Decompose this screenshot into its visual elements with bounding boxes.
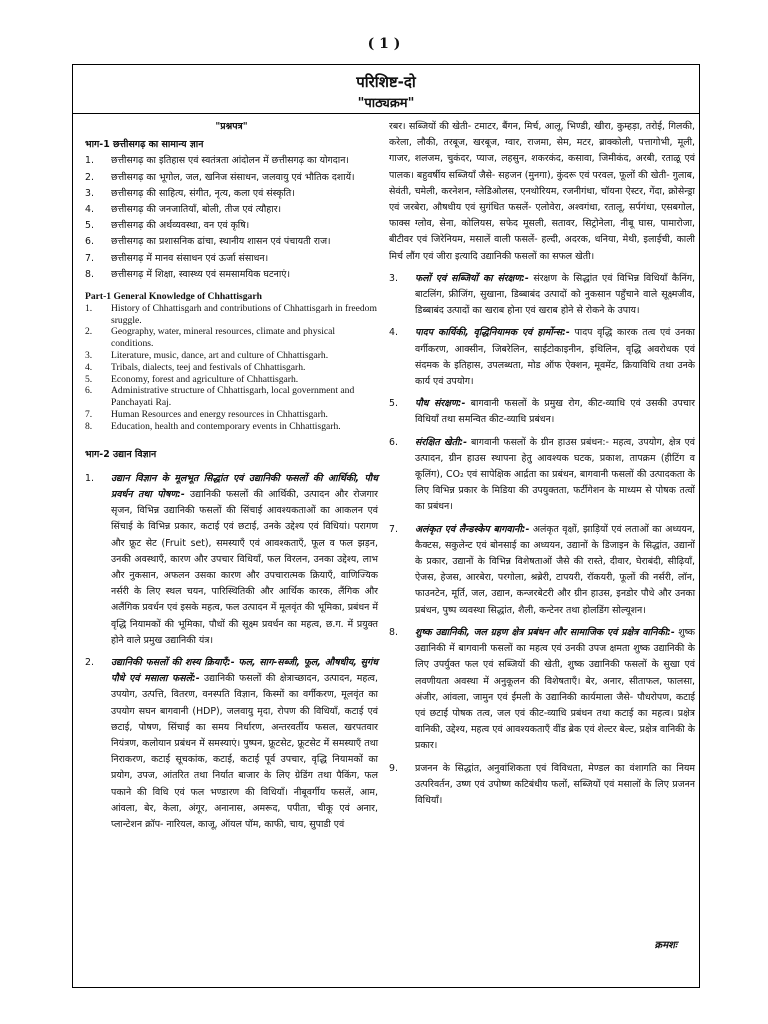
item-body bbox=[111, 186, 378, 202]
part1-english-title: Part-1 General Knowledge of Chhattisgarh bbox=[85, 291, 262, 303]
item-number: 8. bbox=[389, 626, 398, 638]
item-number: 6. bbox=[389, 436, 398, 448]
item-body bbox=[415, 761, 695, 810]
item-number: 3. bbox=[85, 350, 93, 362]
item-number: 4. bbox=[85, 361, 93, 373]
item-body bbox=[111, 374, 378, 386]
part1-english-block bbox=[85, 291, 378, 433]
list-item bbox=[85, 385, 378, 409]
item-number: 2. bbox=[85, 657, 94, 669]
item-number: 3. bbox=[85, 187, 94, 199]
item-number: 5. bbox=[85, 373, 93, 385]
list-item bbox=[85, 409, 378, 421]
item-body bbox=[111, 471, 378, 649]
item-text: छत्तीसगढ़ की जनजातियाँ, बोली, तीज एवं त्यौहार। bbox=[111, 204, 282, 216]
item-heading: संरक्षित खेती:- bbox=[415, 436, 468, 448]
list-item bbox=[85, 153, 378, 169]
item-body bbox=[111, 202, 378, 218]
item-heading: पादप कार्यिकी, वृद्धिनियामक एवं हार्मोन्स:- bbox=[415, 327, 570, 339]
item-body bbox=[415, 271, 695, 320]
list-item bbox=[85, 218, 378, 234]
list-item bbox=[389, 435, 695, 516]
right-list bbox=[389, 271, 695, 809]
part1-hindi-list bbox=[85, 153, 378, 283]
item-text: उद्यानिकी फसलों की आर्थिकी, उत्पादन और रोजगार सृजन, विभिन्न उद्यानिकी फसलों की सिंचाई आवश्यकताओं का आकलन एवं सिंचाई के विभिन्न प्रकार, कटाई एवं छटाई, उनके उद्देश्य एवं विधियां। परागण और फ्रूट सेट (Fruit set), समस्याएँ एवं आवश्कताएँ, फूल व फल झड़न, उनकी अवस्थाएँ, कारण और उपचार विधियाँ, फल विरलन, उनका उद्देश्य, लाभ और नुकसान, अफलन उसका कारण और उपचारात्मक क्रियाएँ, वाणिज्यिक नर्सरी के लिए स्थल चयन, पारिस्थितिकी और आर्थिक कारक, लैंगिक और अलैंगिक प्रवर्धन एवं इसके महत्व, फल उत्पादन में मूलवृंत की भूमिका, प्रबंधन में वृद्धि नियामकों की भूमिका, पौधों की सूक्ष्म प्रवर्धन का महत्व, छ.ग. में प्रयुक्त होने वाले प्रमुख उद्यानिकी यंत्र। bbox=[111, 489, 378, 646]
item-number: 9. bbox=[389, 762, 398, 774]
item-body bbox=[415, 325, 695, 390]
item-text: संरक्षण के सिद्धांत एवं विभिन्न विधियाँ कैनिंग, बाटलिंग, फ्रीजिंग, सुखाना, डिब्बाबंद उत्पादों को नुकसान पहुँचाने वाले सूक्ष्मजीव, डिब्बाबंद उत्पादों का खराब होना एवं खराब होने से रोकने के उपाय। bbox=[415, 272, 696, 317]
item-text: छत्तीसगढ़ का इतिहास एवं स्वतंत्रता आंदोलन में छत्तीसगढ़ का योगदान। bbox=[111, 155, 349, 167]
item-text: History of Chhattisgarh and contributions of Chhattisgarh in freedom sruggle. bbox=[111, 302, 377, 326]
list-item bbox=[389, 625, 695, 755]
item-number: 4. bbox=[389, 327, 398, 339]
list-item bbox=[85, 186, 378, 202]
item-body bbox=[111, 303, 378, 327]
page-number: ( 1 ) bbox=[367, 36, 401, 52]
list-item bbox=[85, 251, 378, 267]
item-number: 4. bbox=[85, 204, 94, 216]
list-item bbox=[85, 350, 378, 362]
page-subtitle: "पाठ्यक्रम" bbox=[357, 96, 415, 111]
list-item bbox=[389, 522, 695, 619]
item-body bbox=[111, 362, 378, 374]
list-item bbox=[85, 362, 378, 374]
item-text: Education, health and contemporary events in Chhattisgarh. bbox=[111, 420, 341, 432]
list-item bbox=[85, 374, 378, 386]
item-body bbox=[111, 170, 378, 186]
left-column bbox=[85, 119, 378, 833]
item-text: Tribals, dialects, teej and festivals of Chhattisgarh. bbox=[111, 361, 306, 373]
item-text: छत्तीसगढ़ का भूगोल, जल, खनिज संसाधन, जलवायु एवं भौतिक दशायें। bbox=[111, 171, 355, 183]
item-body bbox=[415, 396, 695, 428]
item-number: 7. bbox=[389, 523, 398, 535]
item-number: 8. bbox=[85, 420, 93, 432]
item-text: छत्तीसगढ़ में शिक्षा, स्वास्थ्य एवं समसामयिक घटनाएं। bbox=[111, 268, 291, 280]
item-text: Economy, forest and agriculture of Chhattisgarh. bbox=[111, 373, 299, 385]
item-number: 1. bbox=[85, 472, 94, 484]
item-text: Human Resources and energy resources in Chhattisgarh. bbox=[111, 409, 328, 420]
list-item bbox=[85, 234, 378, 250]
item-heading: फलों एवं सब्जियों का संरक्षण:- bbox=[415, 272, 529, 284]
item-text: Administrative structure of Chhattisgarh, local government and Panchayati Raj. bbox=[111, 385, 355, 409]
item-number: 5. bbox=[85, 220, 94, 232]
item-heading: पौध संरक्षण:- bbox=[415, 398, 466, 410]
item-number: 1. bbox=[85, 155, 94, 167]
list-item bbox=[85, 303, 378, 327]
section-label: "प्रश्नपत्र" bbox=[215, 121, 248, 132]
item-text: Geography, water, mineral resources, climate and physical conditions. bbox=[111, 326, 336, 350]
item-body bbox=[111, 267, 378, 283]
part1-hindi-title: भाग-1 छत्तीसगढ़ का सामान्य ज्ञान bbox=[85, 139, 204, 151]
item-text: छत्तीसगढ़ में मानव संसाधन एवं ऊर्जा संसाधन। bbox=[111, 252, 269, 264]
item-number: 6. bbox=[85, 236, 94, 248]
page-title: परिशिष्ट-दो bbox=[356, 73, 416, 91]
item-number: 1. bbox=[85, 302, 93, 314]
item-body bbox=[111, 655, 378, 833]
item-heading: उद्यान विज्ञान के मूलभूत सिद्धांत एवं उद्यानिकी फसलों की आर्थिकी, पौध प्रवर्धन तथा पोषण:- bbox=[111, 472, 378, 500]
list-item bbox=[85, 421, 378, 433]
page-header bbox=[73, 65, 699, 114]
list-item bbox=[389, 761, 695, 810]
item-body bbox=[111, 350, 378, 362]
item-text: शुष्क उद्यानिकी में बागवानी फसलों का महत्व एवं उनकी उपज क्षमता शुष्क उद्यानिकी के लिए उपर्युक्त फल एवं सब्जियों की खेती, शुष्क उद्यानिकी फसलों के सुखा एवं लवणीयता अवस्था में अनुकूलन की विशेषताएँ। बेर, अनार, सीताफल, फालसा, अंजीर, आंवला, जामुन एवं ईमली के उद्यानिकी कार्यमाला जैसे- पौधरोपण, कटाई एवं छटाई पोषक तत्व, जल एवं कीट-व्याधि प्रबंधन तथा कटाई का महत्व। प्रक्षेत्र वानिकी, उद्देश्य, महत्व एवं आवश्यकताएँ वींड ब्रेक एवं शेल्टर बेल्ट, प्रक्षेत्र वानिकी के प्रकार। bbox=[415, 626, 695, 752]
continuation-paragraph: रबर। सब्जियों की खेती- टमाटर, बैंगन, मिर्च, आलू, भिण्डी, खीरा, कुम्हड़ा, तरोई, गिलकी, करेला, लौकी, तरबूज, खरबूज, ग्वार, राजमा, सेम, मटर, ब्राक्कोली, पत्तागोभी, मूली, गाजर, शलजम, चुकंदर, प्याज, लहसुन, शकरकंद, कसावा, जिमीकंद, अरबी, रताळू एवं पालक। बहुवर्षीय सब्जियाँ जैसे- सहजन (मुनगा), कुंदरू एवं परवल, फूलों की खेती- गुलाब, सेवंती, चमेली, करनेशन, ग्लेडिओलस, एनथोरियम, रजनीगंधा, चॉयना ऐस्टर, गेंदा, क्रोसेन्ड्रा एवं जरबेरा, औषधीय एवं सुगंधित फसलें- एलोवेरा, अश्वगंधा, रतालू, सर्पगंधा, एसबगोल, फाक्स ग्लोव, सेना, कोलियस, सफेद मूसली, सतावर, सिट्रोनेला, नीबू घास, पामारोजा, बीटीवर एवं जिरेनियम, मसालें वाली फसलें- हल्दी, अदरक, धनिया, मेथी, इलाईची, काली मिर्च लौंग एवं जीरा इत्यादि उद्यानिकी फसलों का सफल खेती। bbox=[389, 121, 695, 262]
item-body bbox=[415, 435, 695, 516]
item-number: 7. bbox=[85, 409, 93, 420]
item-number: 6. bbox=[85, 385, 93, 397]
item-heading: शुष्क उद्यानिकी, जल ग्रहण क्षेत्र प्रबंधन और सामाजिक एवं प्रक्षेत्र वानिकी:- bbox=[415, 626, 675, 638]
item-text: छत्तीसगढ़ की साहित्य, संगीत, नृत्य, कला एवं संस्कृति। bbox=[111, 187, 295, 199]
item-number: 2. bbox=[85, 171, 94, 183]
part2-title: भाग-2 उद्यान विज्ञान bbox=[85, 448, 157, 460]
item-number: 2. bbox=[85, 326, 93, 338]
item-body bbox=[415, 522, 695, 619]
item-text: बागवानी फसलों के प्रमुख रोग, कीट-व्याधि एवं उसकी उपचार विधियाँ तथा समन्वित कीट-व्याधि प्रबंधन। bbox=[415, 398, 695, 426]
item-text: छत्तीसगढ़ की अर्थव्यवस्था, वन एवं कृषि। bbox=[111, 220, 250, 232]
continued-label: क्रमशः bbox=[654, 940, 677, 951]
list-item bbox=[389, 271, 695, 320]
item-text: Literature, music, dance, art and culture of Chhattisgarh. bbox=[111, 350, 329, 362]
item-text: प्रजनन के सिद्धांत, अनुवांशिकता एवं विविधता, मेण्डल का वंशागति का नियम उत्परिवर्तन, उष्ण एवं उपोष्ण कटिबंधीय फलों, सब्जियों एवं मसालों के लिए प्रजनन विधियाँ। bbox=[415, 762, 695, 806]
right-column bbox=[389, 119, 695, 809]
item-body bbox=[111, 421, 378, 433]
item-number: 7. bbox=[85, 252, 94, 264]
item-heading: उद्यानिकी फसलों की शस्य क्रियाएँ:- फल, साग-सब्जी, फूल, औषधीय, सुगंध पौधे एवं मसाला फसलें:- bbox=[111, 657, 378, 685]
list-item bbox=[389, 325, 695, 390]
item-text: छत्तीसगढ़ का प्रशासनिक ढांचा, स्थानीय शासन एवं पंचायती राज। bbox=[111, 236, 331, 248]
item-body bbox=[111, 218, 378, 234]
part2-list bbox=[85, 471, 378, 833]
item-number: 3. bbox=[389, 272, 398, 284]
item-text: अलंकृत वृक्षों, झाड़ियों एवं लताओं का अध्ययन, कैक्टस, सकुलेन्ट एवं बोनसाई का अध्ययन, उद्यानों के डिजाइन के सिद्धांत, उद्यानों के प्रकार, उद्यानों के विभिन्न विशेषताओं जैसे की रास्ते, दीवार, घेराबंदी, सीढ़ियाँ, ऐजस, हेजस, आरबेरा, परगोला, श्रब्रेरी, टापयरी, रॉकयरी, फूलों की नर्सरी, लॉन, फाउनटेन, मूर्ति, जल, उद्यान, कन्जरबेटरी और ग्रीन हाउस, इनडोर पौधे और उनका प्रबंधन, पुष्प व्यवस्था सिद्धांत, शैली, कन्टेनर तथा होलडिंग सोल्यूशन। bbox=[415, 523, 696, 616]
item-body bbox=[111, 234, 378, 250]
list-item bbox=[85, 655, 378, 833]
item-body bbox=[111, 326, 378, 350]
part1-english-list bbox=[85, 303, 378, 433]
item-body bbox=[111, 385, 378, 409]
item-text: पादप वृद्धि कारक तत्व एवं उनका वर्गीकरण, आक्सीन, जिबरेलिन, साईटोकाइनीन, इथिलिन, वृद्धि अवरोधक एवं संदमक के इतिहास, उपलब्धता, मोड ऑफ ऐक्शन, मूवमेंट, क्रियाविधि तथा उनके कार्य एवं उपयोग। bbox=[415, 327, 695, 388]
item-body bbox=[111, 409, 378, 421]
list-item bbox=[389, 396, 695, 428]
item-number: 5. bbox=[389, 398, 398, 410]
item-text: उद्यानिकी फसलों की क्षेत्राच्छादन, उत्पादन, महत्व, उपयोग, उत्पत्ति, वितरण, वनस्पति विज्ञान, किस्मों का वर्गीकरण, मूलवृंत का उपयोग सघन बागवानी (HDP), जलवायु मृदा, रोपण की विधियाँ, कटाई एवं छटाई, पोषण, सिंचाई का समय निर्धारण, अन्तरवर्तीय फसल, खरपतवार नियंत्रण, कलोयान प्रबंधन में समस्याएं। पुष्पन, फ्रूटसेट, फ्रूटसेट में समस्याएँ तथा निराकरण, कटाई सूचकांक, कटाई, कटाई पूर्व उपचार, वृद्धि नियामकों का प्रयोग, उपज, आंतरित तथा निर्यात बाजार के लिए ग्रेडिंग तथा पैकिंग, फल पकाने की विधि एवं फल भण्डारण की विधियाँ। नीबूवर्गीय फसलें, आम, आंवला, बेर, केला, अंगूर, अनानास, अमरूद, पपीता, चीकू एवं अनार, प्लान्टेशन क्रॉप- नारियल, काजू, ऑयल पॉम, काफी, चाय, सुपाडी एवं bbox=[111, 673, 378, 831]
list-item bbox=[85, 170, 378, 186]
item-text: बागवानी फसलों के ग्रीन हाउस प्रबंधन:- महत्व, उपयोग, क्षेत्र एवं उत्पादन, ग्रीन हाउस स्थापना हेतु आवश्यक घटक, प्रकाश, तापक्रम (हीटिंग व कूलिंग), CO₂ एवं सापेक्षिक आर्द्रता का प्रबंधन, बागवानी फसलों की उत्पादकता के लिए विभिन्न प्रकार के मिडिया की उपयुक्तता, फर्टीगेशन के माध्यम से पोषक तत्वों का प्रबंधन। bbox=[415, 436, 695, 513]
item-body bbox=[111, 251, 378, 267]
list-item bbox=[85, 326, 378, 350]
syllabus-frame bbox=[72, 64, 700, 988]
item-body bbox=[415, 625, 695, 755]
list-item bbox=[85, 267, 378, 283]
list-item bbox=[85, 202, 378, 218]
item-body bbox=[111, 153, 378, 169]
list-item bbox=[85, 471, 378, 649]
item-number: 8. bbox=[85, 268, 94, 280]
item-heading: अलंकृत एवं लैन्डस्केप बागवानी:- bbox=[415, 523, 530, 535]
